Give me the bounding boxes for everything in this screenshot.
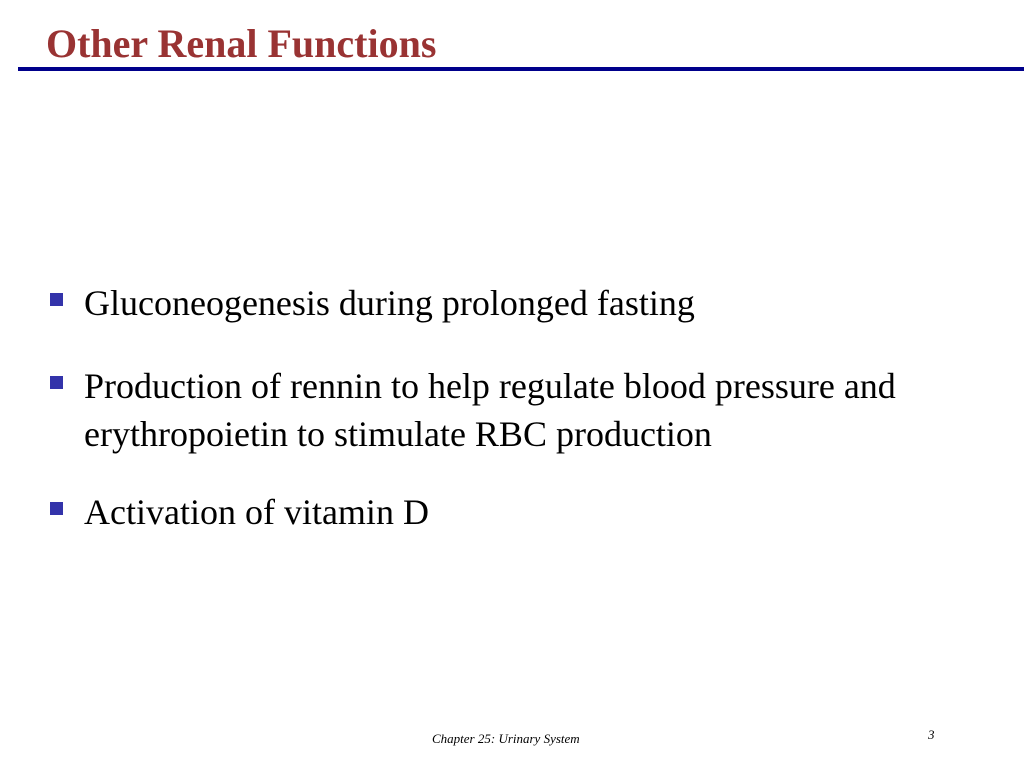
- square-bullet-icon: [50, 376, 63, 389]
- slide-title: Other Renal Functions: [46, 21, 437, 66]
- square-bullet-icon: [50, 502, 63, 515]
- bullet-item: [48, 362, 988, 458]
- title-divider: [18, 67, 1024, 71]
- bullet-text: Activation of vitamin D: [84, 492, 429, 532]
- page-number: 3: [928, 727, 935, 742]
- bullet-list: [48, 279, 988, 571]
- bullet-item: [48, 488, 988, 536]
- footer-chapter-label: Chapter 25: Urinary System: [432, 731, 580, 746]
- bullet-text: Gluconeogenesis during prolonged fasting: [84, 283, 695, 323]
- square-bullet-icon: [50, 293, 63, 306]
- bullet-text: Production of rennin to help regulate blood pressure and erythropoietin to stimulate RBC production: [84, 366, 896, 454]
- bullet-item: [48, 279, 988, 327]
